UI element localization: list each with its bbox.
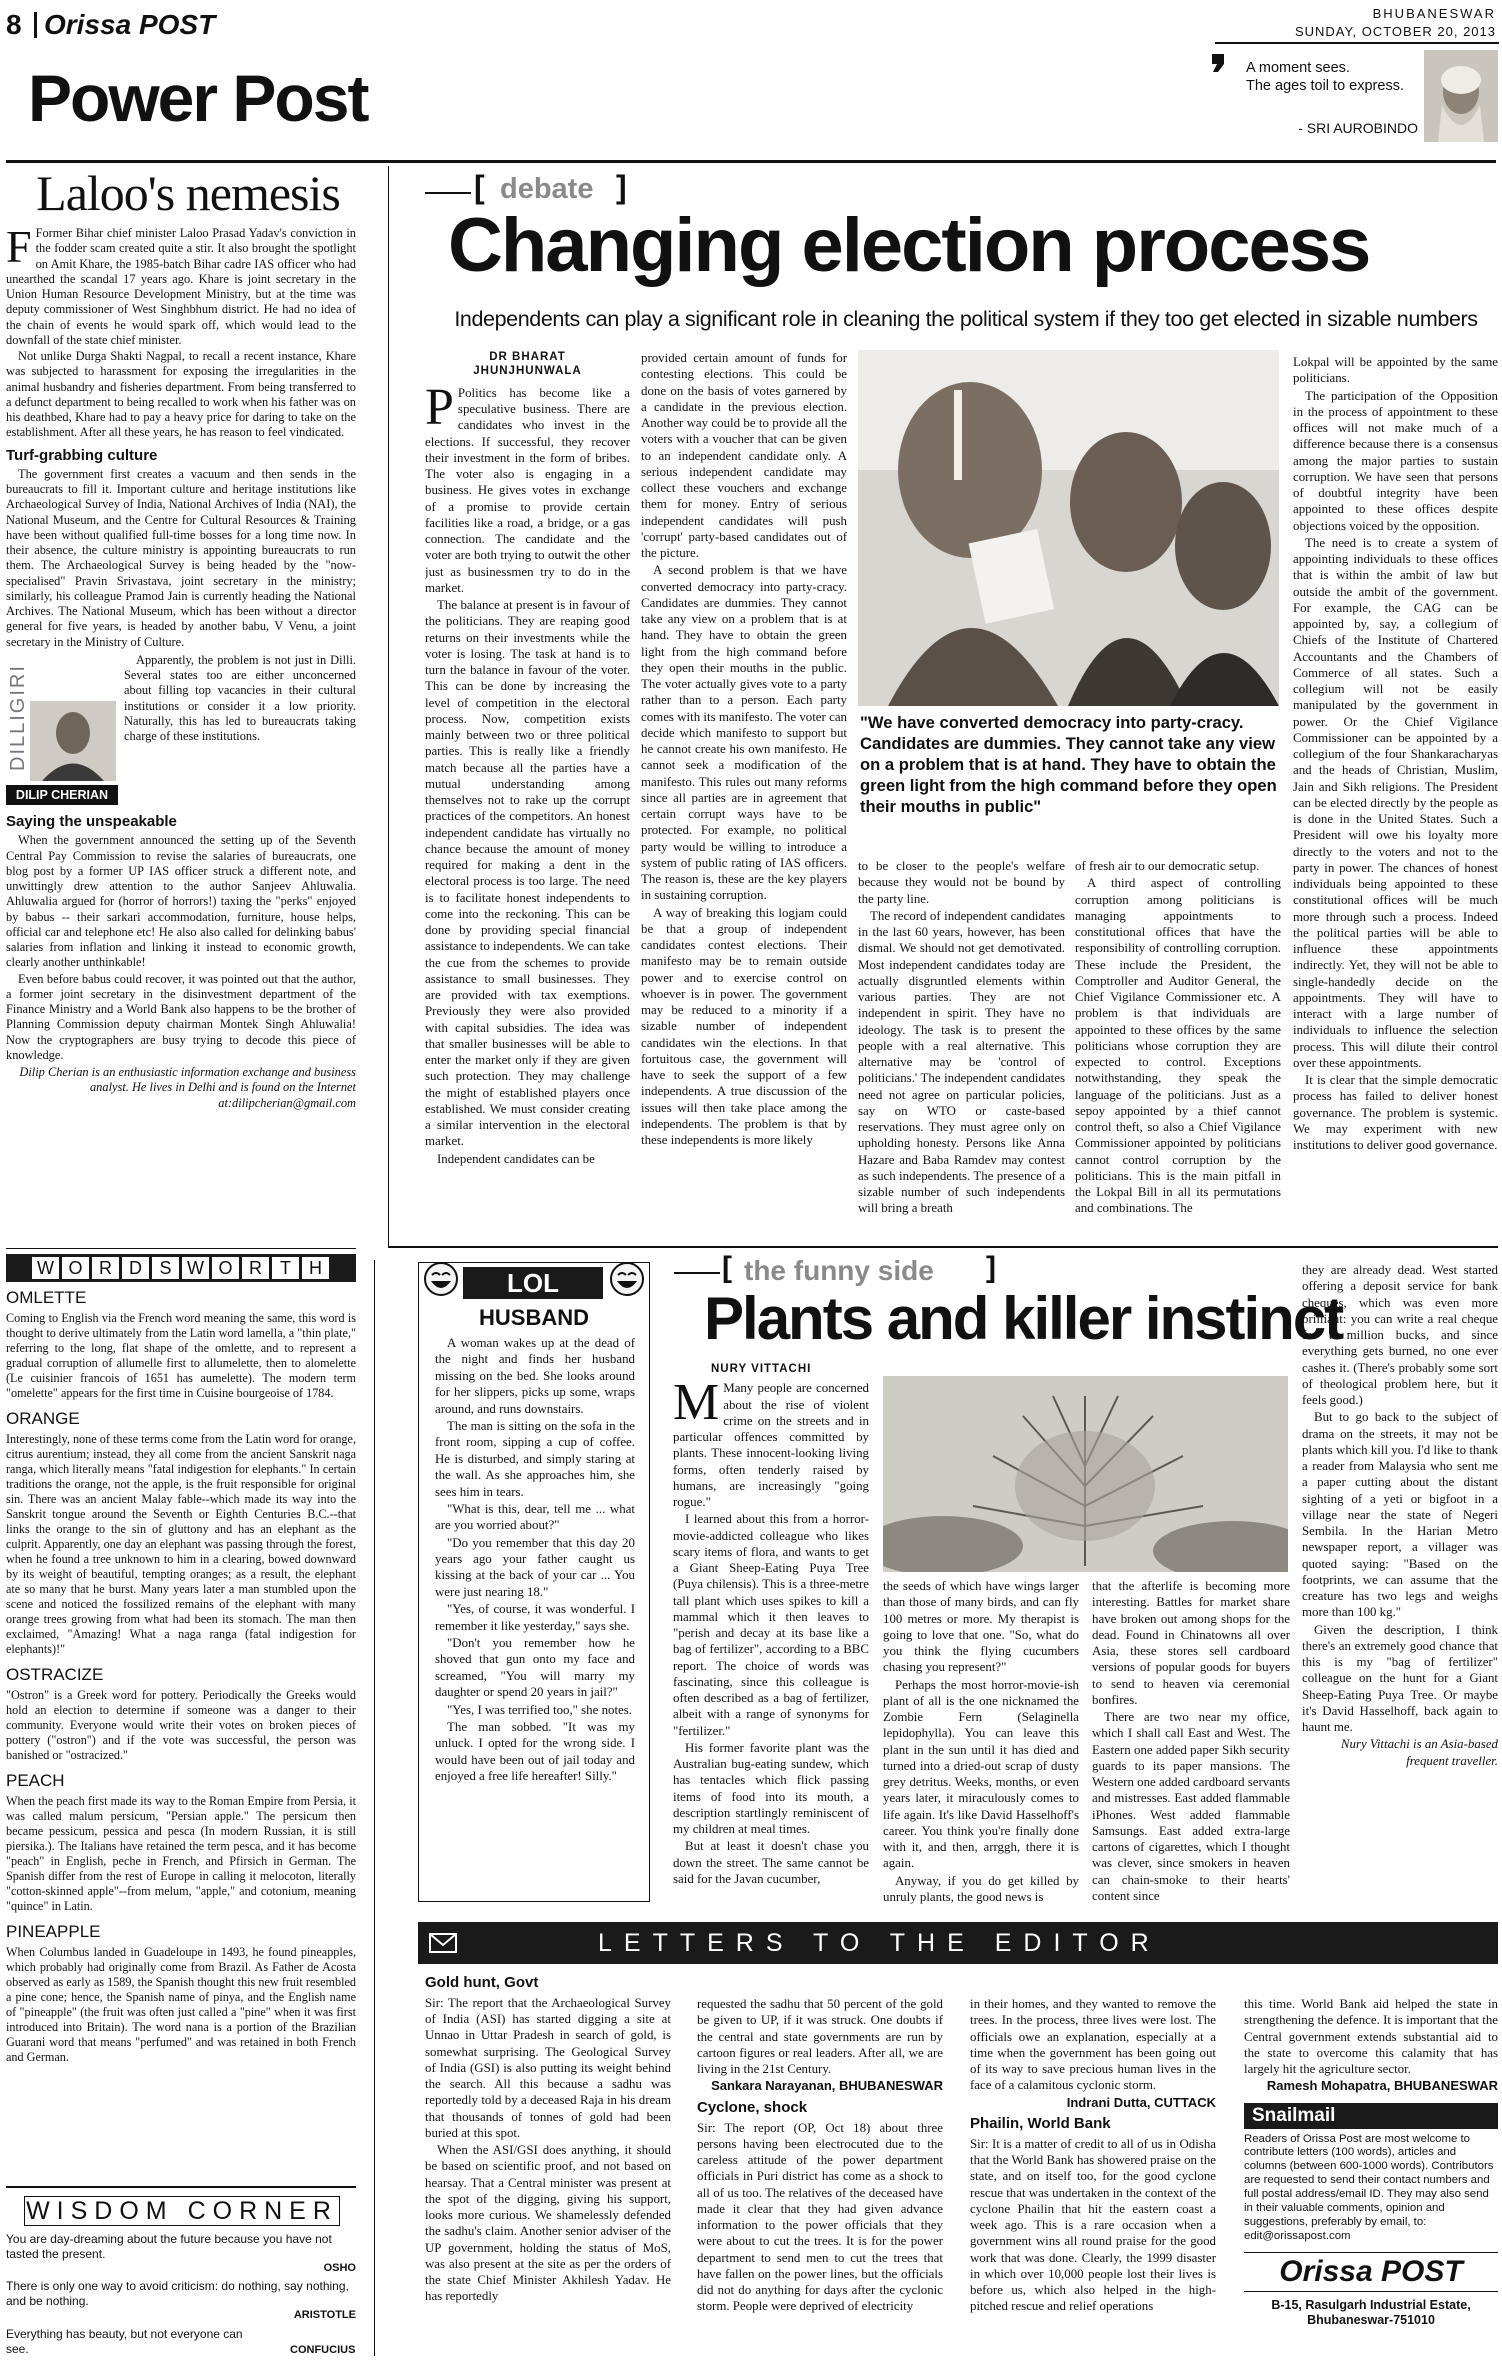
debate-photo — [858, 350, 1279, 706]
lol-para-3: "What is this, dear, tell me ... what are you worried about?" — [435, 1501, 635, 1533]
quote-author: - SRI AUROBINDO — [1298, 120, 1418, 136]
word-pineapple-text: When Columbus landed in Guadeloupe in 1493, he found pineapples, which probably had originally come from Brazil. As Father de Acosta observed as early as 1589, the Spanish thought this new fruit resembled a pine cone; hence, the Spanish name of pinya, and the English name of "pineapple" (the fruit was often just called a "pine" when it was first introduced into Britain). The word nana is a portion of the Brazilian Guarani word that means "perfumed" and was retained in both French and German. — [6, 1944, 356, 2064]
word-peach: PEACH — [6, 1770, 65, 1790]
word-ostracize: OSTRACIZE — [6, 1664, 104, 1684]
footer-logo: Orissa POST — [1244, 2252, 1498, 2292]
letter-2-signature: Indrani Dutta, CUTTACK — [1066, 2094, 1216, 2110]
wordsworth-letter: O — [62, 1257, 89, 1279]
left-para-1: Former Bihar chief minister Laloo Prasad Yadav's conviction in the fodder scam created quite a stir. It also brought the spotlight on Amit Khare, the 1985-batch Bihar cadre IAS officer who had unearthed the scandal 17 years ago. Khare is joint secretary in the Union Human Resource Development Ministry, but at the time was deputy commissioner of West Singhbhum district. He had no idea of the chain of events he would spark off, which would lead to the downfall of the state chief minister. — [6, 226, 356, 347]
word-ostracize-text: "Ostron" is a Greek word for pottery. Periodically the Greeks would hold an election to determine if someone was a danger to their community. Everyone would write their votes on broken pieces of pottery ("ostron") and if the vote was successful, the person was banished or "ostracized." — [6, 1687, 356, 1762]
left-para-4: Apparently, the problem is not just in Dilli. Several states too are either unconcerned about filling top vacancies in their cultural institutions or consider it a low priority. Naturally, this has led to bureaucrats taking charge of these institutions. — [124, 652, 356, 744]
letter-3-title: Phailin, World Bank — [970, 2114, 1111, 2132]
dilligiri-label: DILLIGIRI — [7, 663, 29, 771]
debate-para-11: Lokpal will be appointed by the same politicians. — [1293, 355, 1498, 386]
wordsworth-letter: R — [242, 1257, 269, 1279]
columnist-box — [6, 655, 118, 805]
debate-deck: Independents can play a significant role in cleaning the political system if they too get elected in sizable numbers — [454, 307, 1478, 331]
left-column-title: Laloo's nemesis — [36, 165, 340, 221]
laughing-face-icon — [423, 1261, 459, 1297]
snailmail-title: Snailmail — [1244, 2103, 1498, 2129]
funny-para-10: they are already dead. West started offering a deposit service for bank cheques, which was even more brilliant: you can write a real cheque for a million bucks, and since everything gets burned, no one ever cashes it. (There's probably some sort of theological problem here, but it feels good.) — [1302, 1263, 1498, 1407]
letter-3-signature: Ramesh Mohapatra, BHUBANESWAR — [1266, 2078, 1498, 2094]
wisdom-quote-3: Everything has beauty, but not everyone can see. — [6, 2326, 243, 2356]
funny-col-1: NURY VITTACHI M Many people are concerned about the rise of violent crime on the streets and in particular offences committed by plants. These innocent-looking living forms, often tenderly raised by humans, are increasingly "going rogue." I learned about this from a horror-movie-addicted colleague who likes scary items of flora, and wants to get a Giant Sheep-Eating Puya Tree (Puya chilensis). This is a three-metre tall plant which uses spikes to kill a mammal which it then leaves to "perish and decay at its base like a bag of fertilizer", according to a BBC report. The choice of words was fascinating, since this colleague is often described as a bag of fertilizer, albeit with a range of synonyms for "fertilizer." His former favorite plant was the Australian bug-eating sundew, which has tentacles which flick passing items of food into its mouth, a description startlingly reminiscent of my children at meal times. But at least it doesn't chase you down the street. The same cannot be said for the Javan cucumber, — [673, 1363, 869, 1886]
date: SUNDAY, OCTOBER 20, 2013 — [1294, 24, 1496, 39]
debate-col-2 — [641, 350, 847, 1234]
letter-1-para-2: When the ASI/GSI does anything, it should be based on scientific proof, and not based on hearsay. That a Central minister was present at the spot of the digging, giving his support, looks more curious. We shamelessly defended the sadhu's claim. Another senior adviser of the UP government, holding the status of MoS, was also present at the site as per the orders of the state Chief Minister Akhilesh Yadav. He has reportedly — [425, 2143, 671, 2304]
debate-para-4: provided certain amount of funds for contesting elections. This could be done on the basis of votes garnered by a candidate in the previous election. Another way could be to provide all the voters with a voucher that can be given to an independent candidate only. A serious independent candidate may collect these vouchers and exchange them for money. Entry of serious independent candidates will push 'corrupt' party-based candidates out of the picture. — [641, 351, 847, 560]
funny-para-5: the seeds of which have wings larger than those of many birds, and can fly 100 metres or more. My therapist is going to love that one. "So, what do you think the flying cucumbers chasing you represent?" — [883, 1579, 1079, 1675]
funny-para-12: Given the description, I think there's an extremely good chance that this is my "bag of fertilizer" colleague on the hunt for a Giant Sheep-Eating Puya Tree. Or maybe it's David Hasselhoff, back again to haunt me. — [1302, 1622, 1498, 1734]
columnist-bio: Dilip Cherian is an enthusiastic information exchange and business analyst. He lives in Delhi and is found on the Internet at:dilipcherian@gmail.com — [19, 1065, 356, 1110]
funny-para-11: But to go back to the subject of drama on the streets, it may not be plants which kill you. I'd like to thank a reader from Malaysia who sent me a paper cutting about the distant sighting of a yeti or bigfoot in a village near the state of Negeri Sembila. In the Harian Metro newspaper report, a villager was quoted saying: "Based on the footprints, we can assume that the creature has two legs and weighs more than 100 kg." — [1302, 1410, 1498, 1620]
lol-title: HUSBAND — [479, 1305, 589, 1330]
city: BHUBANESWAR — [1372, 6, 1496, 21]
letters-banner-title: LETTERS TO THE EDITOR — [598, 1929, 1161, 1957]
letters-col-2 — [697, 1996, 943, 2356]
funny-bio-1: Nury Vittachi is an Asia-based — [1340, 1737, 1498, 1752]
wisdom-quote-1: You are day-dreaming about the future because you have not tasted the present. — [6, 2232, 332, 2261]
wordsworth-banner — [6, 1254, 356, 1282]
debate-para-8: The record of independent candidates in the last 60 years, however, has been dismal. We should not get demotivated. Most independent candidates today are actually disgruntled elements within various parties. They are not independent in spirit. They have no ideology. The task is to present the people with a real alternative. This alternative may be 'control of politicians.' The independent candidates need not agree on particular policies, say on WTO or caste-based reservations. They must agree only on upholding honesty. Persons like Anna Hazare and Baba Ramdev may contest as such independents. The presence of a sizable number of such independents will bring a breath — [858, 908, 1065, 1216]
debate-bracket-left: [ — [474, 169, 485, 205]
funny-para-1: Many people are concerned about the rise of violent crime on the streets and in particular offences committed by plants. These innocent-looking living forms, often tenderly raised by humans, are increasingly "going rogue." — [673, 1381, 869, 1510]
word-peach-text: When the peach first made its way to the Roman Empire from Persia, it was called malum persicum, "Persian apple." The persicum then became pessicum, pessica and pesca (In modern Russian, it is still piersika.). The Italians have retained the term pesca, and it has become "peach" in English, peche in French, and Pfirsich in German. The Spanish differ from the rest of Europe in calling it melocoton, literally "cotton-skinned apple"--from melum, "apple," and cotonium, meaning "quince" in Latin. — [6, 1793, 356, 1913]
wordsworth-letter: S — [152, 1257, 179, 1279]
lol-para-6: "Don't you remember how he shoved that gun onto my face and screamed, "You will marry my daughter or spend 20 years in jail?" — [435, 1636, 635, 1700]
funny-para-7: Anyway, if you do get killed by unruly plants, the good news is — [883, 1873, 1079, 1904]
left-column-body: F Former Bihar chief minister Laloo Prasad Yadav's conviction in the fodder scam created quite a stir. It also brought the spotlight on Amit Khare, the 1985-batch Bihar cadre IAS officer who had unearthed the scandal 17 years ago. Khare is joint secretary in the Union Human Resource Development Ministry, but at the time was deputy commissioner of West Singhbhum district. He had no idea of the chain of events he would spark off, which would lead to the downfall of the state chief minister. Not unlike Durga Shakti Nagpal, to recall a recent instance, Khare was subjected to harassment for exposing the irregularities in the animal husbandry and fisheries department. From being transferred to a defunct department to being recalled to work when his father was on his deathbed, Khare had to pay a heavy price for daring to take on the establishment. After all these years, he has reason to feel vindicated. Turf-grabbing culture The government first creates a vacuum and then sends in the bureaucrats to fill it. Important culture and heritage institutions like Archaeological Survey of India, National Archives of India (NAI), the National Museum, and the Centre for Cultural Resources & Training have been without qualified full-time bosses for a long time now. In their absence, the culture ministry is appointing bureaucrats to run them. The Archaeological Survey is being headed by the "now-specialised" Pravin Srivastava, joint secretary in the ministry; similarly, his colleague Pramod Jain is currently heading the National Archives. The National Museum, which has been without a director general for five years, is headed by another babu, V Venu, a joint secretary in the Ministry of Culture. DILLIGIRI DILIP CHERIAN Apparently, the problem is not just in Dilli. Several states too are either unconcerned about filling top vacancies in their cultural institutions or consider it a low priority. Naturally, this has led to bureaucrats taking charge of these institutions. Saying the unspeakable When the government announced the setting up of the Seventh Central Pay Commission to revise the salaries of bureaucrats, one blog post by a former UP IAS officer struck a different note, and unwittingly drew attention to the author Sanjeev Ahluwalia. Ahluwalia argued for (horror of horrors!) taxing the "perks" enjoyed by babus -- their sarkari accommodation, furniture, house helps, official car and telephone etc! He also also called for delinking babus' salaries from inflation and linking it instead to economic growth, clearly another unthinkable! Even before babus could recover, it was pointed out that the author, a former joint secretary in the disinvestment department of the Finance Ministry and a World Bank also happens to be the brother of Planning Commission deputy chairman Montek Singh Ahluwalia! Now the cryptographers are busy trying to decode this piece of knowledge. Dilip Cherian is an enthusiastic information exchange and business analyst. He lives in Delhi and is found on the Internet at:dilipcherian@gmail.com — [6, 226, 356, 1110]
letter-3-text: Sir: It is a matter of credit to all of us in Odisha that the World Bank has showered praise on the state, and on itself too, for the good cyclone rescue that was undertaken in the context of the cyclone Phailin that hit the eastern coast a week ago. This is a rare occasion when a government wins all round praise for the good work that was done. Clearly, the 1999 disaster in which over 10,000 people lost their lives is before us, which also helped in the high-pitched rescue and relief operations — [970, 2136, 1216, 2314]
debate-byline-1: DR BHARAT — [489, 351, 566, 363]
debate-col-4 — [1075, 858, 1281, 1234]
debate-para-12: The participation of the Opposition in the process of appointment to these offices will not make much of a difference because there is a consensus among the major parties to sustain corruption. We have seen that persons of doubtful integrity have been appointed to these offices despite objections voiced by the opposition. — [1293, 388, 1498, 533]
columnist-photo — [30, 701, 116, 781]
quote-line-1: A moment sees. — [1246, 60, 1350, 76]
debate-headline: Changing election process — [448, 203, 1370, 288]
letters-banner — [418, 1922, 1498, 1964]
left-para-2: Not unlike Durga Shakti Nagpal, to recall a recent instance, Khare was subjected to harassment for exposing the irregularities in the animal husbandry and fisheries department. From being transferred to a defunct department to being recalled to work when his father was on his deathbed, Khare had to pay a heavy price for daring to take on the establishment. After all these years, he has reason to feel vindicated. — [6, 349, 356, 440]
word-omlette-text: Coming to English via the French word meaning the same, this word is thought to derive ultimately from the Latin word lamella, a "thin plate," referring to the long, flat shape of the omlette, and to represent a gradual corruption of allumelle first to allumelette, then to alomelette (Le cuisinier francois of 1651 has aumelette). The modern term "omelette" appears for the first time in Cuisine bourgeoise of 1784. — [6, 1310, 356, 1400]
lol-banner: LOL — [463, 1267, 603, 1299]
debate-col-1: DR BHARAT JHUNJHUNWALA P Politics has become like a speculative business. There are candidates who invest in the elections. If successful, they recover their investment in the form of bribes. The voter also is engaging in a business. He gives votes in exchange of a promise to provide certain facilities like a road, a bridge, or a gas connection. The candidate and the voter are both trying to outwit the other just as businessmen try to do in the market. The balance at present is in favour of the politicians. They are reaping good returns on their investments while the voter is losing. The task at hand is to turn the balance in favour of the voter. This can be done by increasing the level of competition in the electoral process. Now, competition exists mainly between two or three political parties. This is really like a friendly match because all the parties have a mutual understanding among themselves not to rake up the corrupt practices of the competitors. An honest independent candidate has virtually no chance because the amount of money required for making a dent in the electoral process is too large. The need is to facilitate honest independents to come into the reckoning. This can be done by providing special financial assistance to independents. We can take the cue from the schemes to provide assistance to small businesses. They are provided with tax exemptions. Previously they were also provided with capital subsidies. The idea was that smaller businesses will be able to enter the market only if they are given such protection. They may challenge the might of established players once established. We must consider creating a similar intervention in the electoral market. Independent candidates can be — [425, 351, 630, 1166]
wordsworth-letter: W — [182, 1257, 209, 1279]
funny-bio-2: frequent traveller. — [1406, 1753, 1498, 1768]
lol-para-7: "Yes, I was terrified too," she notes. — [447, 1702, 632, 1717]
wordsworth-letter: D — [122, 1257, 149, 1279]
snailmail-text: Readers of Orissa Post are most welcome to contribute letters (100 words), articles and columns (between 600-1000 words). Contributors are requested to send their contact numbers and full postal address/email ID. They may also send in their valuable comments, opinion and suggestions, preferably by email, to: edit@orissapost.com — [1244, 2132, 1494, 2242]
word-omlette: OMLETTE — [6, 1288, 87, 1307]
lol-para-5: "Yes, of course, it was wonderful. I remember it like yesterday," says she. — [435, 1602, 635, 1633]
wordsworth-body — [6, 1288, 356, 2176]
wordsworth-letter: O — [212, 1257, 239, 1279]
funny-col-4 — [1302, 1262, 1498, 1908]
wisdom-corner — [6, 2186, 356, 2356]
subhead-saying-unspeakable: Saying the unspeakable — [6, 812, 177, 830]
left-para-3: The government first creates a vacuum and then sends in the bureaucrats to fill it. Important culture and heritage institutions like Archaeological Survey of India, National Archives of India (NAI), the National Museum, and the Centre for Cultural Resources & Training have been without qualified full-time bosses for a long time now. In their absence, the culture ministry is appointing bureaucrats to run them. The Archaeological Survey is being headed by the "now-specialised" Pravin Srivastava, joint secretary in the ministry; similarly, his colleague Pramod Jain is currently heading the National Archives. The National Museum, which has been without a director general for five years, is headed by another babu, V Venu, a joint secretary in the Ministry of Culture. — [6, 466, 356, 649]
funny-para-4: But at least it doesn't chase you down the street. The same cannot be said for the Javan cucumber, — [673, 1839, 869, 1886]
wordsworth-letter: R — [92, 1257, 119, 1279]
left-para-5: When the government announced the setting up of the Seventh Central Pay Commission to revise the salaries of bureaucrats, one blog post by a former UP IAS officer struck a different note, and unwittingly drew attention to the author Sanjeev Ahluwalia. Ahluwalia argued for (horror of horrors!) taxing the "perks" enjoyed by babus -- their sarkari accommodation, furniture, house helps, official car and telephone etc! He also also called for delinking babus' salaries from inflation and linking it instead to economic growth, clearly another unthinkable! — [6, 833, 356, 970]
debate-pull-quote: "We have converted democracy into party-cracy. Candidates are dummies. They cannot take any view on a problem that is at hand. They have to obtain the green light from the high command before they open their mouths in public" — [860, 713, 1277, 817]
lol-body — [435, 1335, 635, 1895]
letters-col-4 — [1244, 1996, 1498, 2356]
letter-1-para-3: requested the sadhu that 50 percent of the gold be given to UP, if it was struck. One doubts if the central and state governments are run by cartoon figures or real leaders. After all, we are living in the 21st Century. — [697, 1997, 943, 2076]
funny-col-2 — [883, 1578, 1079, 1908]
letter-2-title: Cyclone, shock — [697, 2098, 808, 2116]
section-title: Power Post — [28, 61, 368, 135]
letter-3-cont: this time. World Bank aid helped the state in strengthening the defence. It is important that the Central government extends substantial aid to the state to overcome this calamity that has largely hit the agriculture sector. — [1244, 1997, 1498, 2076]
debate-para-7: to be closer to the people's welfare because they would not be bound by the party line. — [858, 859, 1065, 906]
debate-para-3: Independent candidates can be — [437, 1151, 595, 1166]
wisdom-author-1: OSHO — [323, 2262, 356, 2274]
publication-name: Orissa POST — [44, 9, 216, 40]
word-orange-text: Interestingly, none of these terms come from the Latin word for orange, citrus aurentium; instead, they all come from the ancient Sanskrit naga ranga, which literally means "fatal indigestion for elephants." In certain traditions the orange, not the apple, is the fruit responsible for original sin. There was an ancient Malay fable--which made its way into the Sanskrit tongue around the Seventh or Eighth Centuries B.C.--that links the orange to the sin of gluttony and has an elephant as the culprit. Apparently, one day an elephant was passing through the forest, when he found a tree unknown to him in a clearing, bowed downward by its weight of beautiful, tempting oranges; as a result, the elephant ate so many that he burst. Many years later a man stumbled upon the scene and noticed the fossilized remains of the elephant with many orange trees growing from what had been its stomach. The man then exclaimed, "Amazing! What a naga ranga (fatal indigestion for elephants)!" — [6, 1431, 356, 1656]
lol-para-4: "Do you remember that this day 20 years ago your father caught us kissing at the back of your car ... You were just nearing 18." — [435, 1535, 635, 1599]
funny-kicker: the funny side — [744, 1255, 934, 1286]
funny-plant-photo — [883, 1376, 1288, 1572]
wisdom-banner: WISDOM CORNER — [24, 2196, 340, 2226]
wordsworth-letter: W — [32, 1257, 59, 1279]
funny-para-3: His former favorite plant was the Australian bug-eating sundew, which has tentacles which flick passing items of food into its mouth, a description startlingly reminiscent of my children at meal times. — [673, 1740, 869, 1837]
funny-para-9: There are two near my office, which I shall call East and West. The Eastern one added paper Sikh security guards to its paper mansions. The Western one added cardboard servants and mistresses. East added flammable iPhones. West added flammable Samsungs. East added extra-large cartons of cigarettes, which I thought was clever, since smokers in heaven can chain-smoke to their hearts' content since — [1092, 1710, 1290, 1903]
letter-2-cont: in their homes, and they wanted to remove the trees. In the process, three lives were lost. The officials owe an explanation, especially at a time when the government has been going out of its way to save precious human lives in the face of a calamitous cyclonic storm. — [970, 1997, 1216, 2093]
debate-para-2: The balance at present is in favour of the politicians. They are reaping good returns on their investments while the voter is losing. The task at hand is to turn the balance in favour of the voter. This can be done by increasing the level of competition in the electoral process. Now, competition exists mainly between two or three political parties. This is really like a friendly match because all the parties have a mutual understanding among themselves not to rake up the corrupt practices of the competitors. An honest independent candidate has virtually no chance because the amount of money required for making a dent in the electoral process is too large. The need is to facilitate honest independents to come into the reckoning. This can be done by providing special financial assistance to independents. We can take the cue from the schemes to provide assistance to small businesses. They are provided with tax exemptions. Previously they were also provided with capital subsidies. The idea was that smaller businesses will be able to enter the market only if they are given such protection. They may challenge the might of established players once established. We must consider creating a similar intervention in the electoral market. — [425, 598, 630, 1149]
footer-address-2: Bhubaneswar-751010 — [1307, 2313, 1435, 2328]
funny-para-6: Perhaps the most horror-movie-ish plant of all is the one nicknamed the Zombie Fern (Selaginella lepidophylla). You can leave this plant in the sun until it has died and turned into a dried-out scrap of dusty grey detritus. Weeks, months, or even years later, it miraculously comes to life again. It's like David Hasselhoff's career. You think you're finally done with it, and then, arrggh, there it is again. — [883, 1677, 1079, 1871]
funny-bracket-right: ] — [986, 1251, 996, 1284]
quote-mark-icon — [1210, 52, 1228, 74]
aurobindo-portrait — [1424, 50, 1498, 142]
wordsworth-letter: T — [272, 1257, 299, 1279]
funny-col-3 — [1092, 1578, 1290, 1908]
funny-para-8: that the afterlife is becoming more interesting. Battles for market share have broken out among shops for the dead. Found in Chinatowns all over Asia, these stores sell cardboard versions of popular goods for buyers to send to heaven via ceremonial bonfires. — [1092, 1579, 1290, 1707]
footer-address-1: B-15, Rasulgarh Industrial Estate, — [1271, 2297, 1471, 2312]
debate-para-5: A second problem is that we have converted democracy into party-cracy. Candidates are dummies. They cannot take any view on a problem that is at hand. They have to obtain the green light from the high command before they open their mouths in the public. The voter actually gives vote to a party rather than to a person. Each party comes with its manifesto. The voter can decide which manifesto to support but he cannot create his own manifesto. He cannot seek a modification of the manifesto. This rules out many reforms since all parties are in agreement that certain corrupt ways have to be protected. For example, no political party would be willing to introduce a system of public rating of IAS officers. The reason is, these are the key players in sustaining corruption. — [641, 563, 847, 903]
left-para-6: Even before babus could recover, it was pointed out that the author, a former joint secretary in the disinvestment department of the Finance Ministry and a World Bank also happens to be the brother of Planning Commission deputy chairman Montek Singh Ahluwalia! Now the cryptographers are busy trying to decode this piece of knowledge. — [6, 971, 356, 1062]
lol-para-8: The man sobbed. "It was my unluck. I opted for the wrong side. I would have been out of jail today and enjoyed a free life hereafter! Silly." — [435, 1719, 635, 1784]
word-pineapple: PINEAPPLE — [6, 1921, 101, 1941]
subhead-turf-grabbing: Turf-grabbing culture — [6, 446, 158, 464]
debate-bracket-right: ] — [616, 169, 627, 205]
debate-byline-2: JHUNJHUNWALA — [473, 365, 582, 378]
letter-1-signature: Sankara Narayanan, BHUBANESWAR — [711, 2078, 943, 2094]
debate-para-13: The need is to create a system of appointing individuals to these offices that is within the ambit of law but outside the ambit of the government. For example, the CAG can be appointed by, say, a collegium of Chiefs of the Institute of Chartered Accountants and the Chambers of Commerce of all states. Such a collegium will not be easily manipulated by the government in power. Or the Chief Vigilance Commissioner can be appointed by a collegium of the four Shankaracharyas and the heads of Christian, Muslim, Jain and Sikh religions. The President can be elected directly by the people as is done in the United States. Such a President will owe his loyalty more directly to the voters and not to the party in power. The chances of honest individuals being appointed to these constitutional offices will be much more through such a process. Indeed the political parties will be able to influence these appointments indirectly. Yet, they will not be able to single-handedly decide on the appointments. They will have to interact with a large number of individuals to influence the selection process. This will dilute their control over these appointments. — [1293, 535, 1498, 1070]
word-orange: ORANGE — [6, 1408, 80, 1428]
wisdom-author-2: ARISTOTLE — [293, 2309, 356, 2322]
envelope-icon — [428, 1928, 458, 1958]
funny-bracket-left: [ — [722, 1251, 732, 1284]
letters-col-3 — [970, 1996, 1216, 2356]
letter-1-title: Gold hunt, Govt — [425, 1974, 539, 1991]
funny-headline: Plants and killer instinct — [704, 1285, 1343, 1352]
letter-2-text: Sir: The report (OP, Oct 18) about three persons having been electrocuted due to the careless attitude of the power department officials in Puri district has come as a shock to all of us too. The relatives of the deceased have made it clear that they had given advance information to the power officials that they were about to cut the trees. It is for the power department to send men to cut the trees that have fallen on the power lines, but the officials did not do anything for days after the cyclonic storm. People were deprived of electricity — [697, 2120, 943, 2314]
letters-col-1 — [425, 1974, 671, 2356]
quote-line-2: The ages toil to express. — [1246, 78, 1404, 94]
debate-kicker: debate — [500, 173, 594, 205]
lol-box — [418, 1262, 650, 1902]
letter-1-para-1: Sir: The report that the Archaeological Survey of India (ASI) has started digging a site at Unnao in Uttar Pradesh in search of gold, is somewhat surprising. The Geological Survey of India (GSI) is also putting its weight behind the search. All this because a sadhu was reportedly told by a deceased Raja in his dream that thousands of tonnes of gold had been buried at this spot. — [425, 1995, 671, 2140]
debate-para-10: A third aspect of controlling corruption among politicians is managing appointments to constitutional offices that have the responsibility of controlling corruption. These include the President, the Comptroller and Auditor General, the Chief Vigilance Commissioner etc. A problem is that individuals are appointed to these offices by the same politicians whose corruption they are expected to control. Exceptions notwithstanding, they speak the language of the politicians. Just as a sepoy appointed by a thief cannot control theft, so also a Chief Vigilance Commissioner appointed by politicians cannot control corruption by the politicians. This is the main pitfall in the Lokpal Bill in all its permutations and combinations. The — [1075, 876, 1281, 1216]
columnist-name: DILIP CHERIAN — [6, 785, 118, 805]
wisdom-author-3: CONFUCIUS — [290, 2343, 356, 2356]
lol-para-1: A woman wakes up at the dead of the night and finds her husband missing on the bed. She looks around for her slippers, picks up some, wraps around, and runs downstairs. — [435, 1336, 635, 1416]
wisdom-quote-2: There is only one way to avoid criticism: do nothing, say nothing, and be nothing. — [6, 2279, 349, 2309]
lol-para-2: The man is sitting on the sofa in the front room, sipping a cup of coffee. He is disturbed, and simply staring at the wall. As she approaches him, she sees him in tears. — [435, 1418, 635, 1499]
debate-para-14: It is clear that the simple democratic process has failed to deliver honest governance. The problem is systemic. We may experiment with new institutions to deliver good governance. — [1293, 1073, 1498, 1152]
debate-para-9: of fresh air to our democratic setup. — [1075, 859, 1260, 873]
laughing-face-icon-right — [609, 1261, 645, 1297]
debate-para-6: A way of breaking this logjam could be that a group of independent candidates contest elections. Their manifesto may be to remain outside power and to exercise control on whoever is in power. The government may be reduced to a minority if a sizable number of independent candidates win the elections. In that fortuitous case, the government will have to seek the support of a few independents. A true discussion of the issues will then take place among the independents. The problem is that by these independents is more likely — [641, 905, 847, 1147]
debate-col-3 — [858, 858, 1065, 1234]
funny-para-2: I learned about this from a horror-movie-addicted colleague who likes scary items of flora, and wants to get a Giant Sheep-Eating Puya Tree (Puya chilensis). This is a three-metre tall plant which uses spikes to kill a mammal which it then leaves to "perish and decay at its base like a bag of fertilizer", according to a BBC report. The choice of words was fascinating, since this colleague is often described as a bag of fertilizer, albeit with a range of synonyms for "fertilizer." — [673, 1512, 869, 1738]
debate-para-1: Politics has become like a speculative business. There are candidates who invest in the elections. If successful, they recover their investment in the form of bribes. The voter also is engaging in a business. He gives votes in exchange of a promise to provide certain facilities like a road, a bridge, or a gas connection. The candidate and the voter are both trying to outwit the other just as businessmen try to do in the market. — [425, 385, 630, 595]
page-number: 8 — [6, 9, 22, 40]
wordsworth-letter: H — [302, 1257, 329, 1279]
debate-col-5 — [1293, 354, 1498, 1234]
funny-byline: NURY VITTACHI — [711, 1363, 812, 1375]
masthead-divider — [34, 12, 37, 38]
